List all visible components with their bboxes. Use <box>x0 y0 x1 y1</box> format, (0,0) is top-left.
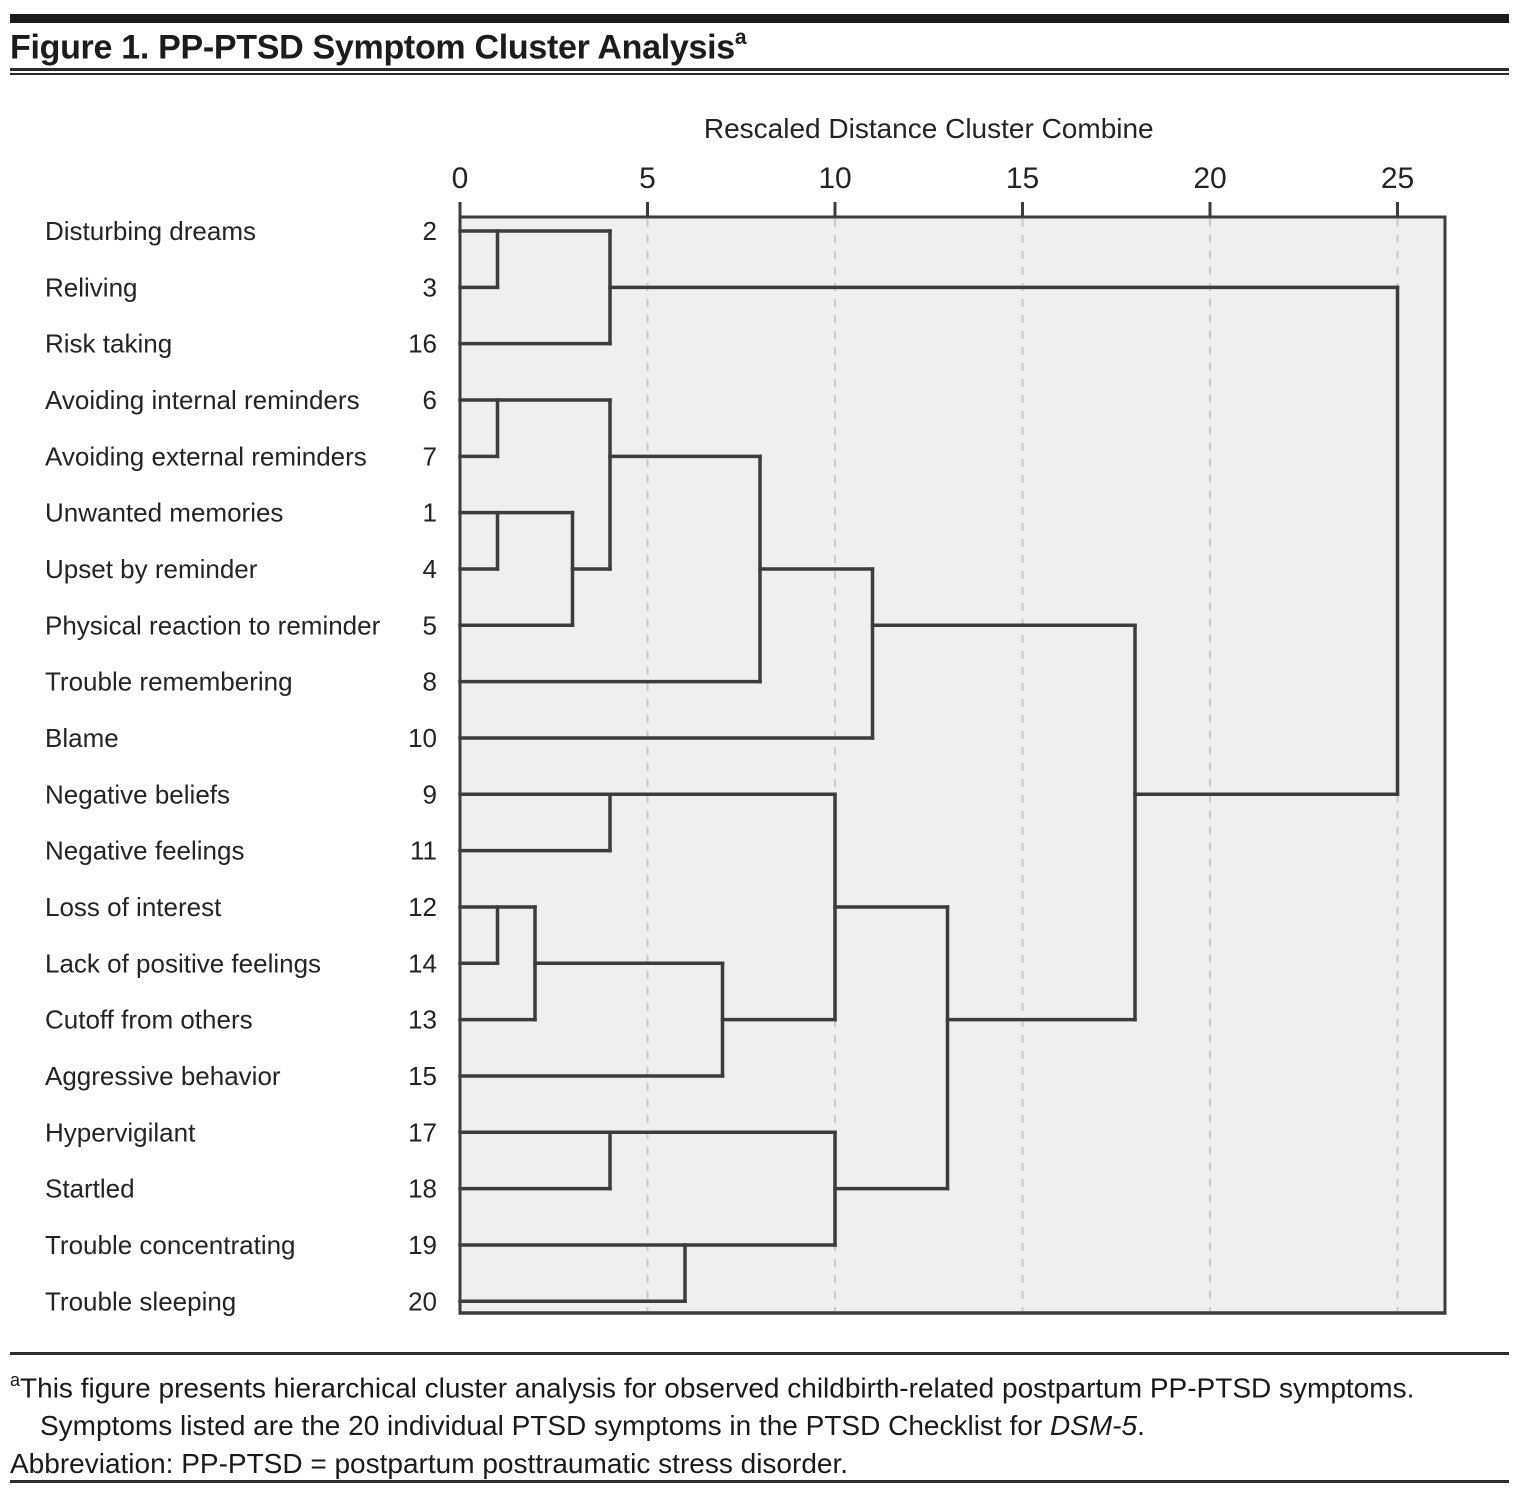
axis-tick-label: 5 <box>639 162 656 195</box>
row-label: Upset by reminder <box>45 553 258 584</box>
footnote-line-1: $^a$This figure presents hierarchical cluster analysis for observed childbirth-related postpartum PP-PTSD symptoms. <box>10 1370 1415 1404</box>
axis-tick-label: 25 <box>1380 162 1415 195</box>
row-label: Physical reaction to reminder <box>45 610 381 641</box>
figure-title-text: Figure 1. PP-PTSD Symptom Cluster Analysis <box>10 28 735 67</box>
row-label: Blame <box>45 722 119 753</box>
row-number: 1 <box>422 497 437 528</box>
row-number: 4 <box>422 553 437 584</box>
footnote-line-3: Abbreviation: PP-PTSD = postpartum posttraumatic stress disorder. <box>10 1448 849 1480</box>
row-number: 16 <box>408 328 437 359</box>
row-number: 6 <box>422 384 437 415</box>
row-number: 5 <box>422 610 437 641</box>
row-label: Avoiding external reminders <box>45 441 367 472</box>
axis-tick-label: 15 <box>1005 162 1040 195</box>
footnote-rule-bottom <box>10 1480 1509 1483</box>
row-label: Avoiding internal reminders <box>45 384 360 415</box>
row-label: Aggressive behavior <box>45 1060 281 1091</box>
row-label: Loss of interest <box>45 891 222 922</box>
axis-tick-label: 0 <box>451 162 469 195</box>
row-number: 13 <box>408 1004 437 1035</box>
row-number: 19 <box>408 1229 437 1260</box>
axis-tick-label: 10 <box>818 162 852 195</box>
row-label: Trouble remembering <box>45 666 293 697</box>
row-number: 9 <box>422 779 437 810</box>
row-label: Trouble concentrating <box>45 1229 296 1260</box>
row-number: 7 <box>422 441 437 472</box>
row-number: 3 <box>422 272 437 303</box>
row-label: Hypervigilant <box>45 1117 196 1148</box>
row-label: Risk taking <box>45 328 173 359</box>
row-label: Lack of positive feelings <box>45 948 322 979</box>
footnote-line-2: Symptoms listed are the 20 individual PTSD symptoms in the PTSD Checklist for DSM-5. <box>40 1410 1145 1442</box>
row-label: Startled <box>45 1173 135 1204</box>
row-label: Negative beliefs <box>45 779 230 810</box>
row-number: 20 <box>408 1286 437 1317</box>
row-number: 11 <box>410 835 437 866</box>
footnote-rule-top <box>10 1352 1509 1355</box>
axis-title: Rescaled Distance Cluster Combine <box>703 113 1154 144</box>
row-number: 18 <box>408 1173 437 1204</box>
row-label: Reliving <box>45 272 138 303</box>
row-label: Cutoff from others <box>45 1004 253 1035</box>
footnote-superscript: a <box>10 1370 21 1390</box>
axis-tick-label: 20 <box>1193 162 1227 195</box>
row-label: Negative feelings <box>45 835 245 866</box>
figure-title-superscript: a <box>734 26 747 49</box>
row-number: 15 <box>408 1060 437 1091</box>
row-number: 8 <box>422 666 437 697</box>
panel-background <box>460 217 1445 1313</box>
row-number: 10 <box>408 722 437 753</box>
row-label: Trouble sleeping <box>45 1286 237 1317</box>
row-label: Disturbing dreams <box>45 216 256 246</box>
footnote <box>10 1362 1509 1483</box>
footnote-dsm5-italic: DSM-5 <box>1049 1410 1138 1442</box>
row-number: 12 <box>408 891 437 922</box>
row-label: Unwanted memories <box>45 497 284 528</box>
row-number: 17 <box>408 1117 437 1148</box>
row-number: 14 <box>408 948 437 979</box>
row-number: 2 <box>422 216 437 246</box>
